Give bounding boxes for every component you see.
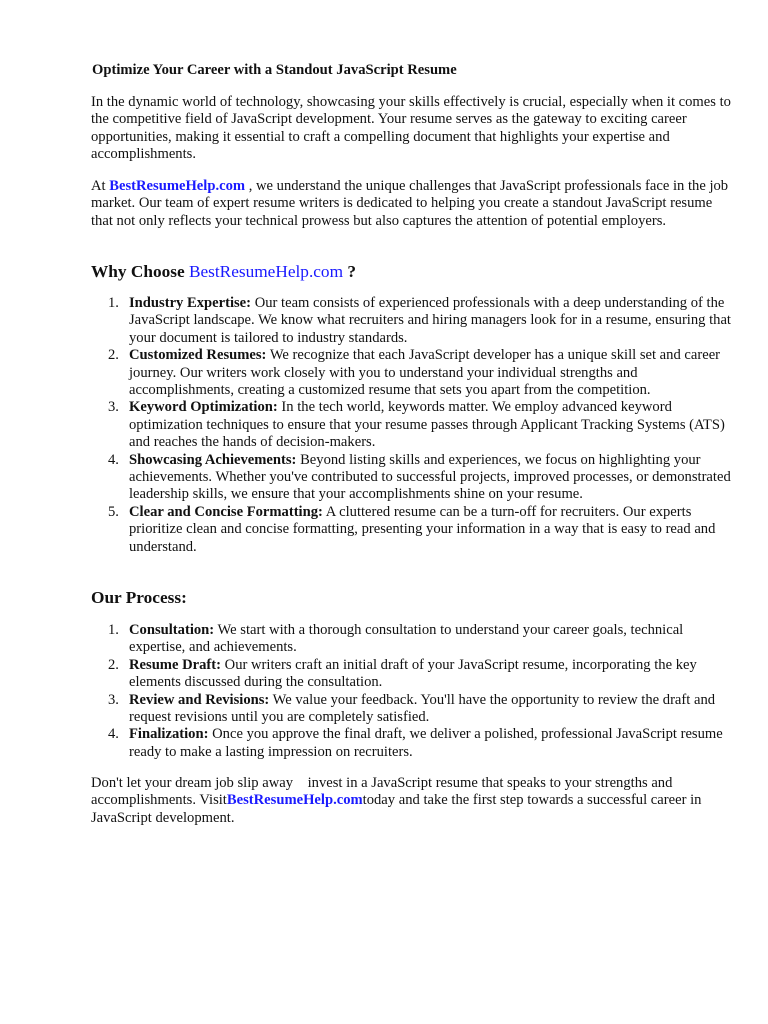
- item-text: We recognize that each JavaScript developer has a unique skill set and career journey. Our writers work closely with you to understand your individual strengths and accomplishments, creating a customized resume that sets you apart from the competition.: [129, 347, 721, 399]
- list-item: [91, 399, 731, 451]
- why-choose-list: [91, 295, 731, 556]
- list-item: [91, 692, 731, 727]
- item-label: Finalization:: [129, 726, 209, 743]
- why-choose-heading: [91, 261, 356, 283]
- item-number: 3.: [108, 691, 119, 708]
- intro-paragraph: In the dynamic world of technology, showcasing your skills effectively is crucial, especially when it comes to the competitive field of JavaScript development. Your resume serves as the gateway to exciting career opportunities, making it essential to craft a compelling document that highlights your expertise and accomplishments.: [91, 94, 731, 163]
- our-process-heading: Our Process:: [91, 588, 187, 607]
- company-intro-paragraph: [91, 178, 731, 230]
- closing-paragraph: [91, 775, 731, 827]
- list-item: [91, 726, 731, 761]
- item-label: Clear and Concise Formatting:: [129, 503, 323, 520]
- why-heading-suffix: ?: [347, 262, 356, 281]
- item-label: Review and Revisions:: [129, 691, 270, 708]
- list-item: [91, 452, 731, 504]
- item-number: 4.: [108, 726, 119, 743]
- item-text: A cluttered resume can be a turn-off for recruiters. Our experts prioritize clean and concise formatting, presenting your information in a way that is easy to read and understand.: [129, 503, 716, 555]
- item-label: Resume Draft:: [129, 656, 221, 673]
- item-number: 2.: [108, 347, 119, 364]
- item-text: Once you approve the final draft, we deliver a polished, professional JavaScript resume ready to make a lasting impression on recruiters.: [129, 726, 723, 760]
- item-text: Our writers craft an initial draft of your JavaScript resume, incorporating the key elements discussed during the consultation.: [129, 656, 697, 691]
- closing-link[interactable]: BestResumeHelp.com: [226, 792, 363, 809]
- item-label: Customized Resumes:: [129, 347, 267, 364]
- closing-suffix: today and take the first step towards a successful career in JavaScript development.: [91, 792, 706, 826]
- document-title: Optimize Your Career with a Standout JavaScript Resume: [92, 62, 457, 78]
- item-number: 1.: [108, 295, 119, 311]
- item-text: We value your feedback. You'll have the opportunity to review the draft and request revisions until you are completely satisfied.: [129, 691, 716, 726]
- item-text: In the tech world, keywords matter. We employ advanced keyword optimization techniques to ensure that your resume passes through Applicant Tracking Systems (ATS) and reaches the hands of decision-makers.: [129, 399, 725, 451]
- why-heading-link[interactable]: BestResumeHelp.com: [188, 262, 344, 281]
- closing-prefix: Don't let your dream job slip away invest in a JavaScript resume that speaks to your strengths and accomplishments. Visit: [91, 775, 677, 809]
- item-number: 5.: [108, 503, 119, 520]
- item-label: Industry Expertise:: [129, 295, 252, 311]
- item-label: Showcasing Achievements:: [129, 451, 297, 468]
- list-item: [91, 504, 731, 556]
- item-number: 3.: [108, 399, 119, 416]
- item-text: We start with a thorough consultation to understand your career goals, technical expertise, and achievements.: [129, 622, 684, 656]
- list-item: [91, 657, 731, 692]
- why-heading-prefix: Why Choose: [91, 262, 185, 281]
- item-label: Consultation:: [129, 622, 215, 638]
- company-link[interactable]: BestResumeHelp.com: [109, 178, 246, 194]
- item-text: Beyond listing skills and experiences, we focus on highlighting your achievements. Whether you've contributed to successful projects, improved processes, or demonstrated leadership skills, we ensure that your accomplishments shine on your resume.: [129, 451, 731, 503]
- item-number: 2.: [108, 656, 119, 673]
- process-list: [91, 622, 731, 761]
- item-label: Keyword Optimization:: [129, 399, 278, 416]
- at-prefix: At: [91, 178, 106, 194]
- item-number: 1.: [108, 622, 119, 638]
- item-number: 4.: [108, 451, 119, 468]
- list-item: [91, 295, 731, 347]
- at-suffix: , we understand the unique challenges that JavaScript professionals face in the job market. Our team of expert resume writers is dedicated to helping you create a standout JavaScript resume that not only reflects your technical prowess but also captures the attention of potential employers.: [91, 178, 729, 229]
- list-item: [91, 347, 731, 399]
- list-item: [91, 622, 731, 657]
- item-text: Our team consists of experienced professionals with a deep understanding of the JavaScript landscape. We know what recruiters and hiring managers look for in a resume, ensuring that your document is tailored to industry standards.: [129, 295, 731, 346]
